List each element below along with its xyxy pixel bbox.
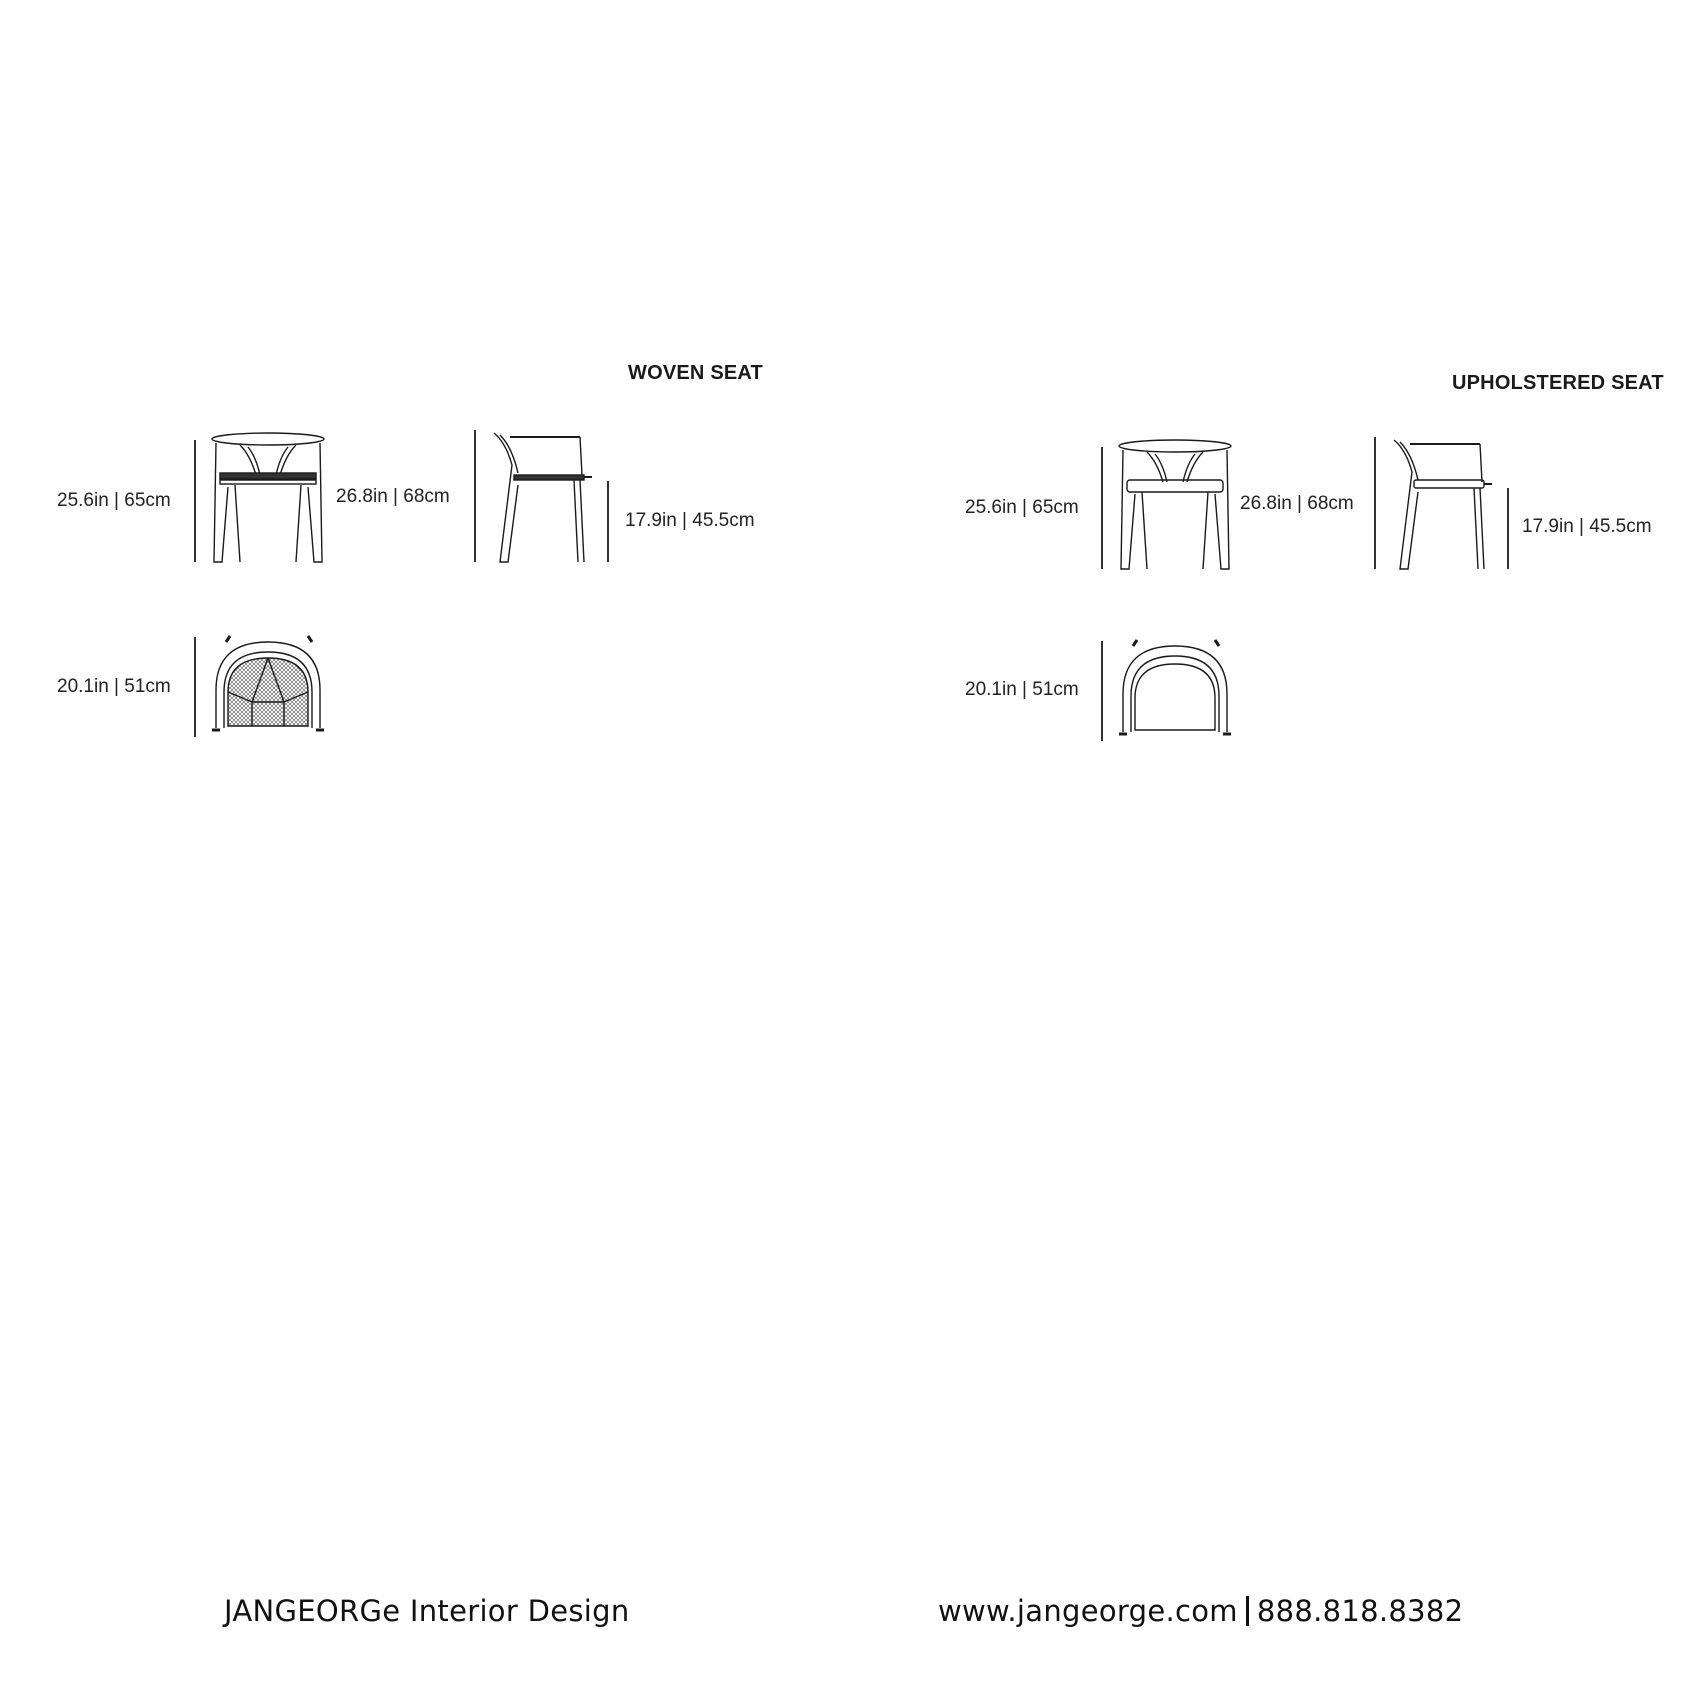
- woven-side-view: [470, 425, 630, 565]
- footer-contact: [938, 1594, 1463, 1628]
- woven-top-depth-label: 20.1in | 51cm: [57, 676, 171, 697]
- woven-top-view: [190, 632, 330, 742]
- upholstered-front-height-label: 25.6in | 65cm: [965, 497, 1079, 518]
- upholstered-front-view: [1097, 432, 1237, 572]
- upholstered-seat-height-label: 17.9in | 45.5cm: [1522, 516, 1652, 537]
- woven-seat-height-label: 17.9in | 45.5cm: [625, 510, 755, 531]
- upholstered-seat-title: UPHOLSTERED SEAT: [1452, 372, 1664, 394]
- footer-company: JANGEORGe Interior Design: [224, 1594, 630, 1628]
- footer-website[interactable]: www.jangeorge.com: [938, 1594, 1238, 1628]
- woven-side-height-label: 26.8in | 68cm: [336, 486, 450, 507]
- upholstered-side-height-label: 26.8in | 68cm: [1240, 493, 1354, 514]
- footer-divider: [1246, 1596, 1249, 1626]
- upholstered-top-view: [1097, 636, 1237, 746]
- upholstered-top-depth-label: 20.1in | 51cm: [965, 679, 1079, 700]
- footer-phone[interactable]: 888.818.8382: [1256, 1594, 1464, 1628]
- woven-front-view: [190, 425, 330, 565]
- woven-seat-title: WOVEN SEAT: [628, 362, 763, 384]
- upholstered-side-view: [1370, 432, 1530, 572]
- woven-front-height-label: 25.6in | 65cm: [57, 490, 171, 511]
